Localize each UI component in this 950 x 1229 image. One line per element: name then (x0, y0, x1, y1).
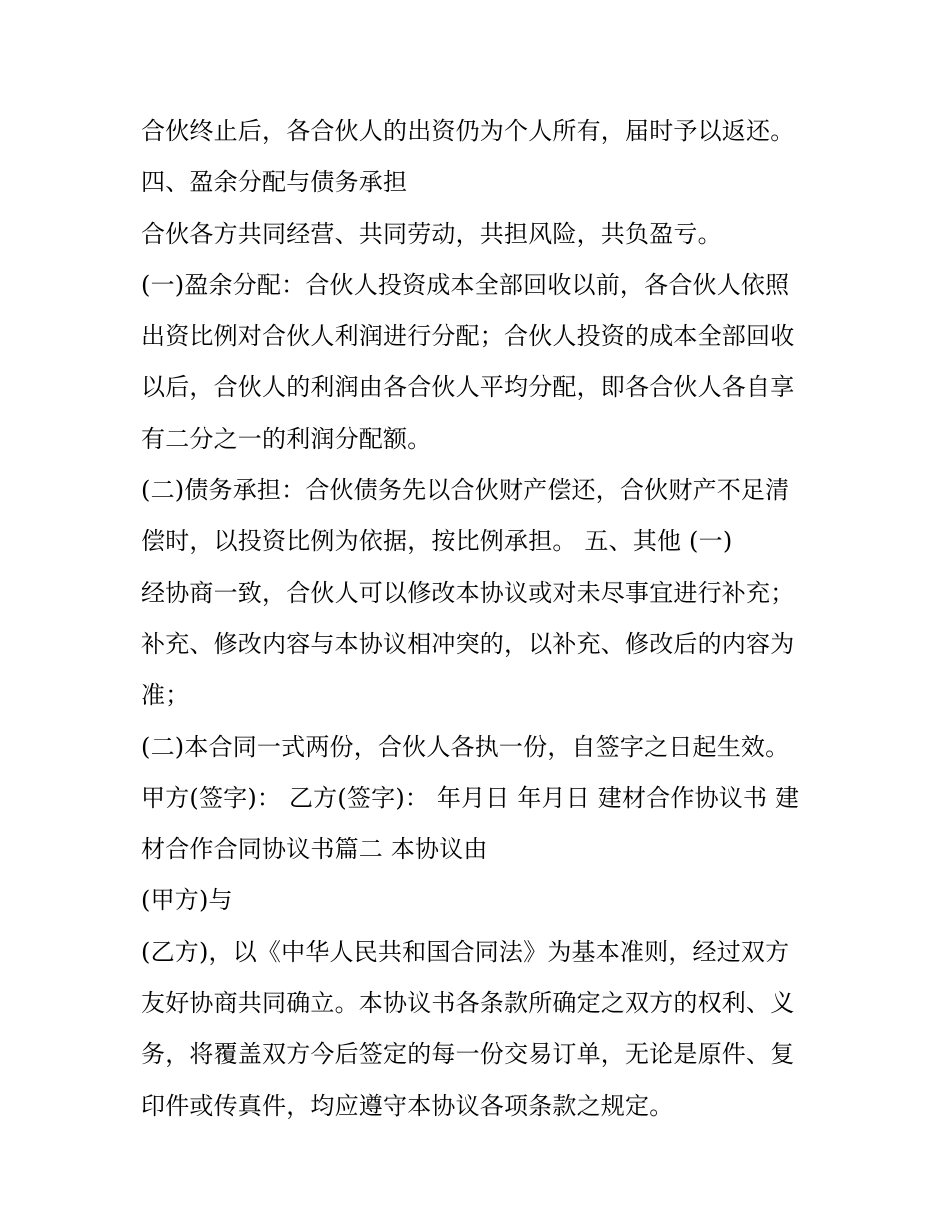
text-line: (一)盈余分配：合伙人投资成本全部回收以前，各合伙人依照 (141, 270, 790, 299)
text-line: 务，将覆盖双方今后签定的每一份交易订单，无论是原件、复 (141, 1040, 795, 1069)
section-heading: 四、盈余分配与债务承担 (141, 168, 408, 197)
text-line: (二)债务承担：合伙债务先以合伙财产偿还，合伙财产不足清 (141, 476, 790, 505)
text-line: 经协商一致，合伙人可以修改本协议或对未尽事宜进行补充； (141, 578, 795, 607)
document-body (141, 106, 821, 1132)
text-line: 以后，合伙人的利润由各合伙人平均分配，即各合伙人各自享 (141, 373, 795, 402)
text-line: 友好协商共同确立。本协议书各条款所确定之双方的权利、义 (141, 989, 795, 1018)
text-line: 出资比例对合伙人利润进行分配；合伙人投资的成本全部回收 (141, 322, 795, 351)
text-line: 合伙各方共同经营、共同劳动，共担风险，共负盈亏。 (141, 219, 722, 248)
text-line: 有二分之一的利润分配额。 (141, 424, 432, 453)
text-line: 印件或传真件，均应遵守本协议各项条款之规定。 (141, 1091, 674, 1120)
text-line: 材合作合同协议书篇二 本协议由 (141, 835, 488, 864)
text-line: (乙方)，以《中华人民共和国合同法》为基本准则，经过双方 (141, 937, 790, 966)
text-line: 合伙终止后，各合伙人的出资仍为个人所有，届时予以返还。 (141, 117, 795, 145)
text-line: (甲方)与 (141, 886, 233, 915)
text-line: 准； (141, 681, 190, 710)
text-line: 甲方(签字)： 乙方(签字)： 年月日 年月日 建材合作协议书 建 (141, 783, 800, 812)
text-line: 偿时，以投资比例为依据，按比例承担。 五、其他 (一) (141, 527, 733, 556)
text-line: 补充、修改内容与本协议相冲突的，以补充、修改后的内容为 (141, 629, 795, 658)
text-line: (二)本合同一式两份，合伙人各执一份，自签字之日起生效。 (141, 732, 790, 761)
